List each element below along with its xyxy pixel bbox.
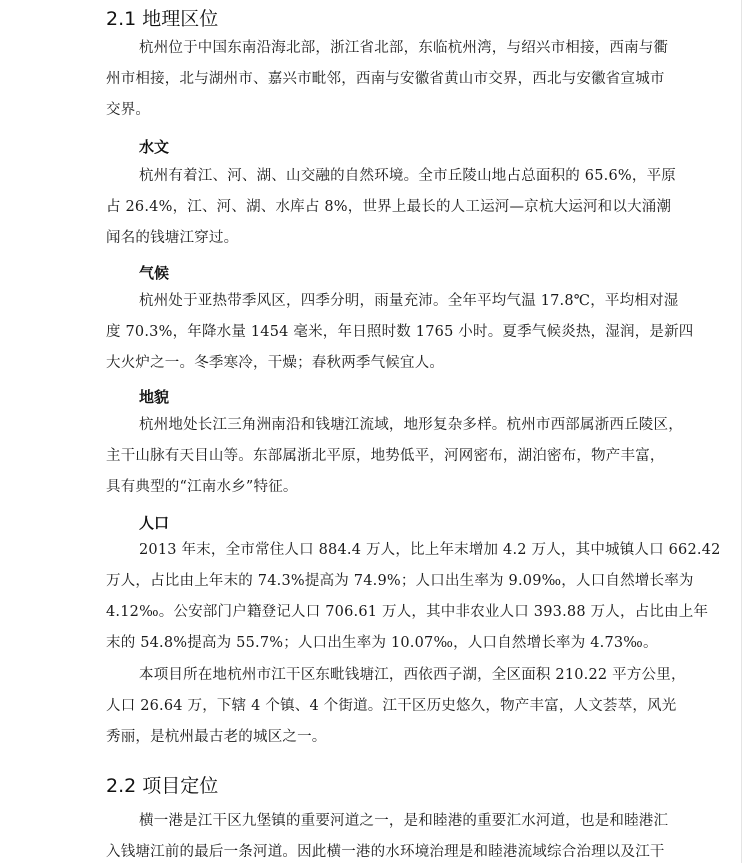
landform-line-2: 主干山脉有天目山等。东部属浙北平原，地势低平，河网密布，湖泊密布，物产丰富， [106,448,665,464]
climate-line-1: 杭州处于亚热带季风区，四季分明，雨量充沛。全年平均气温 17.8℃，平均相对湿 [139,293,679,309]
intro-line-1: 杭州位于中国东南沿海北部，浙江省北部，东临杭州湾，与绍兴市相接，西南与衢 [139,40,669,56]
subheading-landform: 地貌 [139,388,170,406]
section-heading-positioning: 2.2 项目定位 [106,775,219,797]
page-edge-divider [741,0,742,863]
hydrology-line-1: 杭州有着江、河、湖、山交融的自然环境。全市丘陵山地占总面积的 65.6%，平原 [139,168,676,184]
project-area-line-2: 人口 26.64 万，下辖 4 个镇、4 个街道。江干区历史悠久，物产丰富，人文荟萃，风光 [106,698,677,714]
project-area-line-1: 本项目所在地杭州市江干区东毗钱塘江，西依西子湖，全区面积 210.22 平方公里， [139,667,686,683]
positioning-line-1: 横一港是江干区九堡镇的重要河道之一，是和睦港的重要汇水河道，也是和睦港汇 [139,813,669,829]
landform-line-3: 具有典型的“江南水乡”特征。 [106,479,298,495]
population-line-1: 2013 年末，全市常住人口 884.4 万人，比上年末增加 4.2 万人，其中城镇人口 662.42 [139,542,721,558]
climate-line-3: 大火炉之一。冬季寒冷，干燥；春秋两季气候宜人。 [106,355,445,371]
hydrology-line-3: 闻名的钱塘江穿过。 [106,230,239,246]
section-heading-geography: 2.1 地理区位 [106,8,219,30]
subheading-population: 人口 [139,514,170,532]
hydrology-line-2: 占 26.4%，江、河、湖、水库占 8%，世界上最长的人工运河—京杭大运河和以大涌潮 [106,199,672,215]
population-line-3: 4.12‰。公安部门户籍登记人口 706.61 万人，其中非农业人口 393.88 万人，占比由上年 [106,604,709,620]
positioning-line-2: 入钱塘江前的最后一条河道。因此横一港的水环境治理是和睦港流域综合治理以及江干 [106,844,665,860]
intro-line-3: 交界。 [106,102,151,118]
landform-line-1: 杭州地处长江三角洲南沿和钱塘江流域，地形复杂多样。杭州市西部属浙西丘陵区， [139,417,683,433]
subheading-climate: 气候 [139,264,170,282]
subheading-hydrology: 水文 [139,138,170,156]
climate-line-2: 度 70.3%，年降水量 1454 毫米，年日照时数 1765 小时。夏季气候炎热，湿润，是新四 [106,324,694,340]
population-line-4: 末的 54.8%提高为 55.7%；人口出生率为 10.07‰，人口自然增长率为 4.73‰。 [106,635,658,651]
project-area-line-3: 秀丽，是杭州最古老的城区之一。 [106,729,327,745]
population-line-2: 万人，占比由上年末的 74.3%提高为 74.9%；人口出生率为 9.09‰，人口自然增长率为 [106,573,694,589]
intro-line-2: 州市相接，北与湖州市、嘉兴市毗邻，西南与安徽省黄山市交界，西北与安徽省宣城市 [106,71,665,87]
